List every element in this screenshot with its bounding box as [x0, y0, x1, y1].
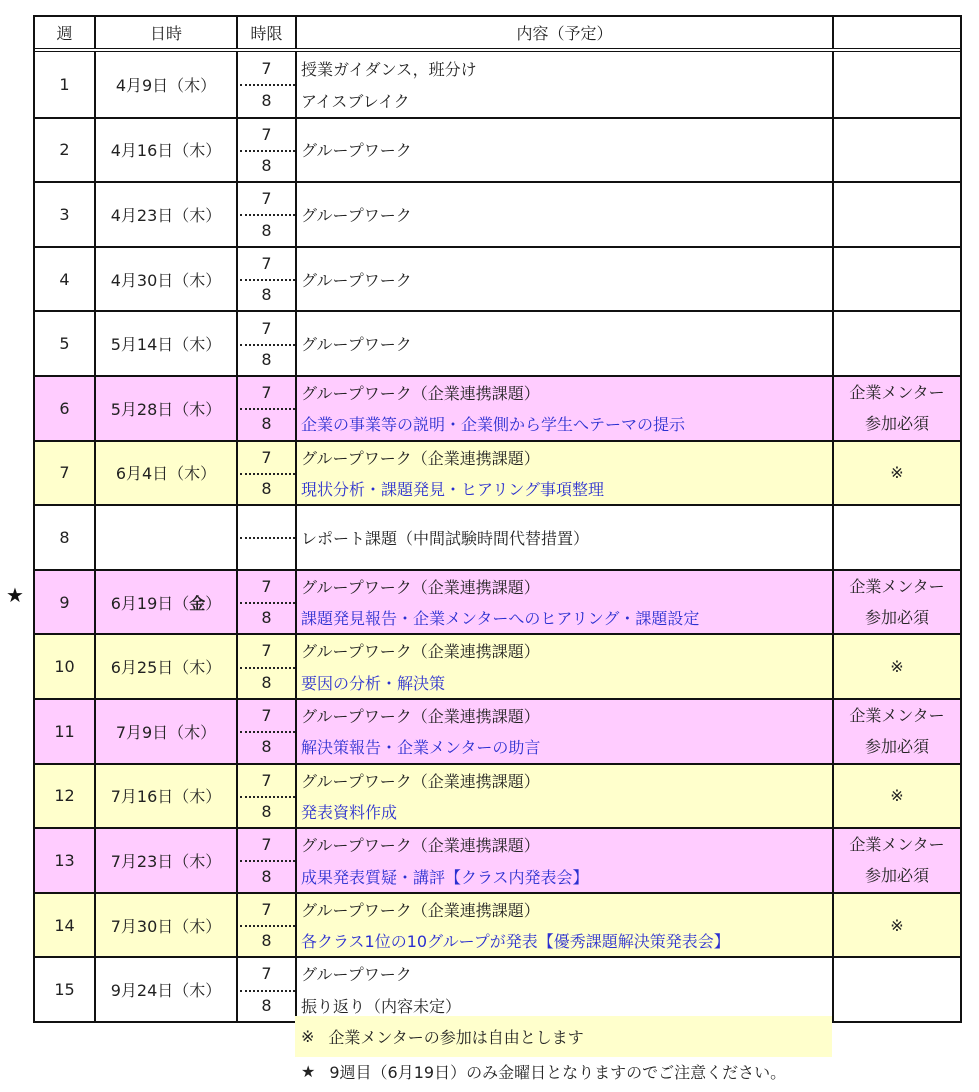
footnote-mentor-optional [295, 1016, 832, 1057]
date-cell [96, 377, 238, 440]
header-week: 週 [35, 17, 96, 48]
content-line-1: グループワーク（企業連携課題） [301, 577, 540, 597]
content-line-2: アイスブレイク [301, 91, 410, 111]
content-line-2: 発表資料作成 [301, 802, 398, 822]
date-text: 6月25日（木） [110, 658, 222, 678]
star-marker-week9: ★ [6, 583, 24, 607]
table-row [35, 375, 960, 440]
content-line-2: 企業の事業等の説明・企業側から学生へテーマの提示 [301, 415, 686, 435]
content-line-1: グループワーク（企業連携課題） [301, 836, 540, 856]
note-line-1: 企業メンター [849, 383, 945, 403]
note-line-1: ※ [890, 786, 904, 806]
footnote-text: 9週目（6月19日）のみ金曜日となりますのでご注意ください。 [329, 1063, 787, 1082]
week-cell: 10 [35, 635, 96, 698]
header-content: 内容（予定） [297, 17, 834, 48]
note-line-2: 参加必須 [864, 866, 929, 886]
table-row [35, 633, 960, 698]
week-cell: 7 [35, 442, 96, 505]
period-cell [238, 183, 297, 246]
note-line-1: 企業メンター [849, 577, 945, 597]
mentor-note-cell [834, 377, 960, 440]
content-cell [297, 506, 834, 569]
note-line-2: 参加必須 [864, 414, 929, 434]
content-cell [297, 700, 834, 763]
date-text: 5月28日（木） [110, 399, 222, 419]
period-8: 8 [261, 479, 272, 498]
date-cell [96, 442, 238, 505]
content-line-1: グループワーク [301, 965, 412, 985]
content-cell [297, 183, 834, 246]
period-cell [238, 700, 297, 763]
dotted-divider [240, 214, 295, 216]
table-row [35, 763, 960, 828]
content-cell [297, 958, 834, 1021]
content-cell [297, 442, 834, 505]
table-row [35, 569, 960, 634]
dotted-divider [240, 990, 295, 992]
period-cell [238, 377, 297, 440]
period-8: 8 [261, 931, 272, 951]
content-line-1: グループワーク [301, 205, 412, 225]
period-8: 8 [261, 156, 272, 176]
date-cell [96, 894, 238, 957]
period-cell [238, 119, 297, 182]
date-text: 4月23日（木） [110, 205, 222, 225]
note-line-1: 企業メンター [849, 835, 945, 855]
week-cell: 5 [35, 312, 96, 375]
header-date: 日時 [96, 17, 238, 48]
dotted-divider [240, 667, 295, 669]
dotted-divider [240, 860, 295, 862]
content-line-1: グループワーク（企業連携課題） [301, 448, 540, 468]
date-text: 5月14日（木） [110, 335, 222, 355]
week-cell: 15 [35, 958, 96, 1021]
content-line-1: グループワーク（企業連携課題） [301, 707, 540, 727]
period-cell [238, 248, 297, 311]
content-cell [297, 571, 834, 634]
header-period: 時限 [238, 17, 297, 48]
content-line-2: 要因の分析・解決策 [301, 673, 446, 693]
content-cell [297, 894, 834, 957]
date-text: 7月30日（木） [110, 916, 222, 936]
content-cell [297, 52, 834, 117]
table-row [35, 246, 960, 311]
week-cell: 9 [35, 571, 96, 634]
period-8: 8 [261, 90, 272, 110]
content-cell [297, 248, 834, 311]
table-body [35, 52, 960, 1021]
table-header [35, 17, 960, 52]
content-line-1: グループワーク [301, 335, 412, 355]
dotted-divider [240, 731, 295, 733]
date-day-friday: 金 [189, 593, 206, 613]
period-cell [238, 442, 297, 505]
header-note [834, 17, 960, 48]
period-7: 7 [261, 124, 272, 144]
date-cell [96, 958, 238, 1021]
table-row [35, 698, 960, 763]
mentor-note-cell [834, 52, 960, 117]
dotted-divider [240, 473, 295, 475]
period-cell [238, 506, 297, 569]
table-row [35, 956, 960, 1021]
mentor-note-cell [834, 765, 960, 828]
content-cell [297, 765, 834, 828]
date-cell [96, 119, 238, 182]
content-cell [297, 377, 834, 440]
date-text: 4月9日（木） [115, 75, 217, 95]
mentor-note-cell [834, 958, 960, 1021]
period-7: 7 [261, 641, 272, 661]
content-line-2: 課題発見報告・企業メンターへのヒアリング・課題設定 [301, 609, 700, 629]
period-8: 8 [261, 737, 272, 757]
period-cell [238, 765, 297, 828]
period-cell [238, 635, 297, 698]
period-8: 8 [261, 995, 272, 1015]
week-cell: 14 [35, 894, 96, 957]
period-8: 8 [261, 672, 272, 692]
period-7 [238, 506, 295, 537]
content-line-1: 授業ガイダンス，班分け [301, 59, 477, 79]
table-row [35, 52, 960, 117]
period-7: 7 [261, 189, 272, 209]
date-cell [96, 765, 238, 828]
mentor-note-cell [834, 635, 960, 698]
period-7: 7 [261, 447, 272, 467]
note-line-1: ※ [890, 463, 904, 483]
date-text: 9月24日（木） [110, 981, 222, 1001]
table-row [35, 117, 960, 182]
footnote-friday-notice [301, 1060, 786, 1083]
content-cell [297, 635, 834, 698]
date-cell [96, 506, 238, 569]
date-text: 7月23日（木） [110, 851, 222, 871]
date-cell [96, 52, 238, 117]
period-7: 7 [261, 706, 272, 726]
date-cell [96, 700, 238, 763]
week-cell: 3 [35, 183, 96, 246]
content-line-1: グループワーク（企業連携課題） [301, 642, 540, 662]
schedule-table [33, 15, 962, 1023]
dotted-divider [240, 602, 295, 604]
week-cell: 13 [35, 829, 96, 892]
table-row [35, 181, 960, 246]
mentor-note-cell [834, 571, 960, 634]
dotted-divider [240, 150, 295, 152]
dotted-divider [240, 344, 295, 346]
content-line-2: 振り返り（内容未定） [301, 996, 462, 1016]
mentor-note-cell [834, 829, 960, 892]
date-cell [96, 829, 238, 892]
period-cell [238, 958, 297, 1021]
period-8: 8 [261, 608, 272, 628]
period-7: 7 [261, 253, 272, 273]
table-row [35, 504, 960, 569]
period-cell [238, 52, 297, 117]
content-line-1: グループワーク [301, 270, 412, 290]
note-line-1: ※ [890, 915, 904, 935]
reference-mark-icon: ※ [301, 1027, 315, 1046]
content-cell [297, 119, 834, 182]
period-8 [238, 537, 295, 568]
mentor-note-cell [834, 119, 960, 182]
content-line-2: 各クラス1位の10グループが発表【優秀課題解決策発表会】 [301, 932, 730, 952]
mentor-note-cell [834, 312, 960, 375]
mentor-note-cell [834, 506, 960, 569]
period-cell [238, 312, 297, 375]
period-8: 8 [261, 349, 272, 369]
period-7: 7 [261, 576, 272, 596]
table-row [35, 440, 960, 505]
content-line-2: 現状分析・課題発見・ヒアリング事項整理 [301, 480, 605, 499]
date-suffix: ） [205, 593, 222, 613]
date-cell [96, 571, 238, 634]
content-line-1: レポート課題（中間試験時間代替措置） [301, 528, 590, 548]
dotted-divider [240, 408, 295, 410]
table-row [35, 892, 960, 957]
date-text: 4月16日（木） [110, 141, 222, 161]
week-cell: 1 [35, 52, 96, 117]
content-cell [297, 829, 834, 892]
dotted-divider [240, 279, 295, 281]
period-7: 7 [261, 964, 272, 984]
period-8: 8 [261, 220, 272, 240]
period-7: 7 [261, 318, 272, 338]
dotted-divider [240, 796, 295, 798]
date-cell [96, 635, 238, 698]
date-cell [96, 248, 238, 311]
content-line-1: グループワーク（企業連携課題） [301, 771, 540, 791]
week-cell: 11 [35, 700, 96, 763]
week-cell: 12 [35, 765, 96, 828]
content-line-1: グループワーク（企業連携課題） [301, 900, 540, 920]
dotted-divider [240, 537, 295, 539]
period-cell [238, 894, 297, 957]
date-text: 7月9日（木） [115, 722, 217, 742]
mentor-note-cell [834, 442, 960, 505]
content-line-2: 成果発表質疑・講評【クラス内発表会】 [301, 867, 589, 887]
week-cell: 2 [35, 119, 96, 182]
mentor-note-cell [834, 183, 960, 246]
week-cell: 4 [35, 248, 96, 311]
content-line-2: 解決策報告・企業メンターの助言 [301, 738, 541, 758]
period-7: 7 [261, 58, 272, 78]
period-8: 8 [261, 866, 272, 886]
period-8: 8 [261, 414, 272, 434]
date-text: 4月30日（木） [110, 270, 222, 290]
date-text: 6月4日（木） [115, 464, 217, 484]
period-7: 7 [261, 899, 272, 919]
date-cell [96, 183, 238, 246]
note-line-2: 参加必須 [864, 608, 929, 628]
date-prefix: 6月19日（ [110, 593, 190, 613]
mentor-note-cell [834, 894, 960, 957]
mentor-note-cell [834, 700, 960, 763]
date-cell [96, 312, 238, 375]
dotted-divider [240, 925, 295, 927]
period-8: 8 [261, 801, 272, 821]
mentor-note-cell [834, 248, 960, 311]
note-line-1: 企業メンター [849, 706, 945, 726]
table-row [35, 310, 960, 375]
date-text: 7月16日（木） [110, 787, 222, 807]
week-cell: 8 [35, 506, 96, 569]
period-8: 8 [261, 285, 272, 305]
content-line-1: グループワーク（企業連携課題） [301, 384, 540, 404]
content-line-1: グループワーク [301, 141, 412, 161]
period-cell [238, 829, 297, 892]
period-cell [238, 571, 297, 634]
period-7: 7 [261, 835, 272, 855]
dotted-divider [240, 84, 295, 86]
note-line-2: 参加必須 [864, 737, 929, 757]
period-7: 7 [261, 770, 272, 790]
week-cell: 6 [35, 377, 96, 440]
footnote-text: 企業メンターの参加は自由とします [328, 1028, 584, 1047]
content-cell [297, 312, 834, 375]
period-7: 7 [261, 383, 272, 403]
table-row [35, 827, 960, 892]
note-line-1: ※ [890, 657, 904, 677]
star-icon: ★ [301, 1062, 316, 1081]
